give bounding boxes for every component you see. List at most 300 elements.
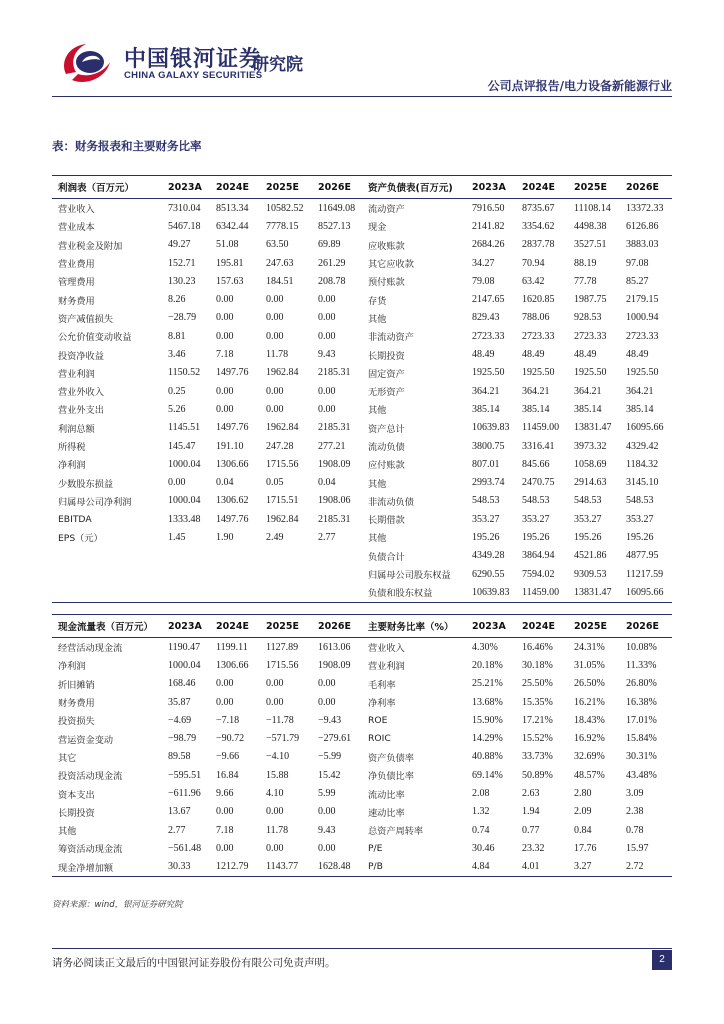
income-cell: 2.77 [318,531,336,543]
income-cell: 0.00 [318,385,336,397]
income-cell: 63.50 [266,239,289,251]
balance-cell: 48.49 [574,349,597,361]
income-cell: 1497.76 [216,367,249,379]
table-row [52,290,672,308]
balance-cell: 11459.00 [522,422,560,434]
balance-cell: 97.08 [626,257,649,269]
income-row-label: 净利润 [58,460,86,472]
cashflow-ratio-table [52,614,672,877]
institute-label: 研究院 [252,55,303,75]
balance-row-label: 应付账款 [368,460,405,472]
ratios-cell: 15.52% [522,733,553,745]
ratios-cell: 1.94 [522,806,540,818]
balance-cell: 9309.53 [574,568,607,580]
balance-cell: 77.78 [574,275,597,287]
ratios-row-label: ROE [368,714,388,726]
balance-cell: 385.14 [522,403,550,415]
balance-cell: 1925.50 [626,367,659,379]
balance-cell: 1925.50 [472,367,505,379]
ratios-cell: 4.84 [466,858,516,877]
income-cell: 0.00 [266,385,284,397]
cashflow-cell: 0.00 [216,842,234,854]
ratios-cell: 2.38 [626,806,644,818]
income-cell: 1497.76 [216,513,249,525]
cashflow-cell: 16.84 [216,769,239,781]
ratios-cell: 30.46 [472,842,495,854]
year-header: 2026E [312,176,362,199]
cashflow-row-label: 营运资金变动 [58,734,114,746]
ratios-cell: 4.30% [472,641,498,653]
cashflow-row-label: 折旧摊销 [58,679,95,691]
cashflow-cell: 0.00 [266,842,284,854]
galaxy-logo-icon [58,40,118,88]
table-row [52,382,672,400]
balance-cell: 63.42 [522,275,545,287]
ratios-cell: 15.35% [522,696,553,708]
ratios-cell: 26.50% [574,678,605,690]
balance-cell: 4349.28 [472,550,505,562]
table-row [52,547,672,565]
ratios-cell: 17.01% [626,714,657,726]
cashflow-cell: −279.61 [318,733,352,745]
balance-cell: 3883.03 [626,239,659,251]
balance-cell: 353.27 [574,513,602,525]
cashflow-cell: −4.10 [266,751,290,763]
income-cell [260,547,312,565]
balance-cell: 1184.32 [626,458,659,470]
ratios-row-label: 净利率 [368,698,396,710]
balance-row-label: 非流动负债 [368,496,414,508]
ratios-cell: 32.69% [574,751,605,763]
income-cell: 7778.15 [266,220,299,232]
income-cell: 145.47 [168,440,196,452]
balance-cell: 48.49 [472,349,495,361]
ratios-cell: 0.74 [472,824,490,836]
ratios-row-label: P/E [368,842,383,854]
table-row [52,272,672,290]
balance-cell: 8735.67 [522,202,555,214]
income-row-label [52,583,162,602]
table-row [52,254,672,272]
table-row [52,766,672,784]
income-cell: 0.00 [168,477,186,489]
balance-cell: 2723.33 [522,330,555,342]
balance-row-label: 其他 [368,313,387,325]
income-cell: 1150.52 [168,367,201,379]
table-row [52,510,672,528]
year-header: 2026E [620,176,672,199]
balance-cell: 2723.33 [626,330,659,342]
balance-cell: 13831.47 [574,422,612,434]
table-row [52,528,672,546]
balance-cell: 48.49 [626,349,649,361]
balance-cell: 7594.02 [522,568,555,580]
income-cell: 0.00 [266,294,284,306]
balance-cell: 10639.83 [466,583,516,602]
balance-cell: 1987.75 [574,294,607,306]
income-cell: 1000.04 [168,458,201,470]
cashflow-row-label: 经营活动现金流 [58,643,123,655]
income-cell: 0.00 [318,403,336,415]
ratios-header: 主要财务比率（%） [362,615,466,638]
balance-row-label: 其他 [368,533,387,545]
balance-cell: 2147.65 [472,294,505,306]
balance-cell: 4498.38 [574,220,607,232]
cashflow-cell: 0.00 [318,806,336,818]
income-cell [210,565,260,583]
ratios-cell: 16.38% [626,696,657,708]
balance-cell: 2684.26 [472,239,505,251]
balance-row-label: 无形资产 [368,387,405,399]
table-row [52,419,672,437]
cashflow-row-label: 投资损失 [58,716,95,728]
balance-row-label: 负债合计 [368,551,405,563]
page-header [0,0,724,100]
balance-cell: 195.26 [472,531,500,543]
cashflow-cell: 1908.09 [318,659,351,671]
table-row [52,236,672,254]
cashflow-cell: 15.42 [318,769,341,781]
ratios-row-label: 净负债比率 [368,771,414,783]
income-cell [210,547,260,565]
ratios-cell: 24.31% [574,641,605,653]
balance-cell: 13372.33 [626,202,664,214]
balance-cell: 70.94 [522,257,545,269]
balance-cell: 4521.86 [574,550,607,562]
ratios-row-label: 资产负债率 [368,752,414,764]
income-cell: 8527.13 [318,220,351,232]
income-cell: 0.04 [318,477,336,489]
balance-cell: 3864.94 [522,550,555,562]
balance-cell: 2723.33 [472,330,505,342]
balance-cell: 16095.66 [620,583,672,602]
cashflow-cell: −98.79 [168,733,197,745]
balance-row-label: 流动负债 [368,442,405,453]
cashflow-cell: −11.78 [266,714,294,726]
cashflow-cell: −571.79 [266,733,300,745]
cashflow-cell: −5.99 [318,751,342,763]
year-header: 2025E [260,615,312,638]
ratios-cell: 0.84 [574,824,592,836]
cashflow-cell: 0.00 [318,842,336,854]
company-name-en: CHINA GALAXY SECURITIES [124,70,263,81]
ratios-cell: 43.48% [626,769,657,781]
income-cell: 208.78 [318,275,346,287]
cashflow-cell: 9.66 [216,788,234,800]
table-row [52,839,672,857]
balance-row-label: 存货 [368,295,387,307]
income-cell [312,547,362,565]
income-row-label: 营业外支出 [58,405,104,417]
cashflow-cell: −9.43 [318,714,342,726]
ratios-row-label: 营业收入 [368,643,405,655]
balance-cell: 2914.63 [574,477,607,489]
ratios-cell: 26.80% [626,678,657,690]
ratios-cell: 4.01 [516,858,568,877]
year-header: 2024E [516,615,568,638]
ratios-cell: 11.33% [626,659,657,671]
cashflow-cell: 0.00 [266,696,284,708]
balance-cell: 3527.51 [574,239,607,251]
footer-divider [52,948,672,949]
disclaimer: 请务必阅读正文最后的中国银河证券股份有限公司免责声明。 [52,957,336,969]
table-row [52,309,672,327]
ratios-cell: 50.89% [522,769,553,781]
ratios-cell: 30.31% [626,751,657,763]
cashflow-cell: 1212.79 [210,858,260,877]
cashflow-cell: 9.43 [318,824,336,836]
ratios-cell: 17.76 [574,842,597,854]
table-row [52,492,672,510]
income-cell: 6342.44 [216,220,249,232]
company-name-cn: 中国银河证券 [124,47,263,72]
income-cell: 1908.06 [318,495,351,507]
balance-cell: 85.27 [626,275,649,287]
ratios-cell: 13.68% [472,696,503,708]
income-cell: 1908.09 [318,458,351,470]
balance-cell: 364.21 [522,385,550,397]
income-cell: 247.63 [266,257,294,269]
income-cell: 1715.51 [266,495,299,507]
ratios-cell: 2.80 [574,788,592,800]
table-row [52,217,672,235]
balance-cell: 13831.47 [568,583,620,602]
cashflow-row-label: 财务费用 [58,698,95,710]
cashflow-row-label: 其他 [58,826,77,838]
table-row [52,858,672,877]
balance-cell: 3316.41 [522,440,555,452]
balance-row-label: 资产总计 [368,423,405,435]
balance-cell: 11459.00 [516,583,568,602]
cashflow-cell: 13.67 [168,806,191,818]
ratios-cell: 18.43% [574,714,605,726]
balance-row-label: 长期投资 [368,350,405,362]
year-header: 2025E [260,176,312,199]
balance-cell: 3354.62 [522,220,555,232]
balance-cell: 2993.74 [472,477,505,489]
ratios-cell: 33.73% [522,751,553,763]
ratios-cell: 2.63 [522,788,540,800]
ratios-cell: 48.57% [574,769,605,781]
cashflow-cell: −611.96 [168,788,201,800]
year-header: 2026E [620,615,672,638]
year-header: 2023A [466,615,516,638]
cashflow-cell: 7.18 [216,824,234,836]
balance-row-label: 负债和股东权益 [362,583,466,602]
income-cell: −28.79 [168,312,197,324]
cashflow-cell: 1715.56 [266,659,299,671]
ratios-cell: 16.21% [574,696,605,708]
balance-row-label: 长期借款 [368,515,405,527]
ratios-row-label: 总资产周转率 [368,826,424,838]
year-header: 2024E [516,176,568,199]
balance-cell: 548.53 [574,495,602,507]
table-row [52,473,672,491]
income-cell: 277.21 [318,440,346,452]
cashflow-row-label: 投资活动现金流 [58,771,123,783]
ratios-cell: 17.21% [522,714,553,726]
ratios-cell: 0.78 [626,824,644,836]
balance-row-label: 其他 [368,478,387,490]
balance-cell: 2179.15 [626,294,659,306]
income-cell [210,583,260,602]
balance-cell: 1620.85 [522,294,555,306]
cashflow-header: 现金流量表（百万元） [52,615,162,638]
balance-cell: 548.53 [522,495,550,507]
balance-cell: 11217.59 [626,568,664,580]
cashflow-cell: 35.87 [168,696,191,708]
year-header: 2026E [312,615,362,638]
balance-cell: 364.21 [472,385,500,397]
ratios-cell: 0.77 [522,824,540,836]
year-header: 2023A [162,176,210,199]
balance-cell: 11108.14 [574,202,611,214]
cashflow-row-label: 其它 [58,752,77,764]
income-cell: 2185.31 [318,422,351,434]
table-row [52,638,672,657]
page-number: 2 [652,950,672,970]
table-row [52,565,672,583]
balance-cell: 1925.50 [574,367,607,379]
balance-cell: 788.06 [522,312,550,324]
ratios-cell: 2.72 [620,858,672,877]
income-row-label: 投资净收益 [58,350,104,362]
table-row [52,803,672,821]
balance-cell: 79.08 [472,275,495,287]
income-cell: 0.00 [216,330,234,342]
report-type: 公司点评报告/电力设备新能源行业 [487,79,672,93]
income-row-label: 公允价值变动收益 [58,332,132,344]
income-row-label [52,547,162,565]
income-cell: 0.00 [216,312,234,324]
balance-cell: 7916.50 [472,202,505,214]
balance-cell: 385.14 [626,403,654,415]
cashflow-cell: 1127.89 [266,641,299,653]
balance-cell: 88.19 [574,257,597,269]
income-row-label: 资产减值损失 [58,313,114,325]
ratios-cell: 16.46% [522,641,553,653]
balance-cell: 829.43 [472,312,500,324]
income-cell: 5467.18 [168,220,201,232]
cashflow-cell: −7.18 [216,714,240,726]
income-row-label: EBITDA [58,513,92,525]
ratios-row-label: P/B [362,858,466,877]
income-row-label: 营业费用 [58,259,95,271]
balance-cell: 353.27 [472,513,500,525]
income-row-label: 营业收入 [58,204,95,216]
ratios-cell: 15.97 [626,842,649,854]
balance-cell: 845.66 [522,458,550,470]
ratios-cell: 31.05% [574,659,605,671]
cashflow-cell: 1306.66 [216,659,249,671]
income-cell: 8.26 [168,294,186,306]
ratios-cell: 30.18% [522,659,553,671]
balance-row-label: 非流动资产 [368,332,414,344]
table-row [52,199,672,218]
income-cell: 2185.31 [318,367,351,379]
income-row-label: 营业利润 [58,368,95,380]
ratios-cell: 23.32 [522,842,545,854]
income-cell: 0.00 [318,330,336,342]
balance-cell: 548.53 [472,495,500,507]
ratios-row-label: 营业利润 [368,661,405,673]
balance-cell: 6126.86 [626,220,659,232]
income-cell: 0.05 [266,477,284,489]
table-row [52,711,672,729]
balance-cell: 4877.95 [626,550,659,562]
income-cell: 11.78 [266,349,289,361]
ratios-cell: 3.09 [626,788,644,800]
balance-cell: 548.53 [626,495,654,507]
balance-cell: 195.26 [574,531,602,543]
income-cell [260,583,312,602]
balance-cell: 353.27 [626,513,654,525]
income-cell: 130.23 [168,275,196,287]
balance-cell: 2470.75 [522,477,555,489]
income-cell [260,565,312,583]
income-cell: 1962.84 [266,513,299,525]
income-cell: 0.00 [318,294,336,306]
table-row [52,656,672,674]
income-cell: 0.00 [216,403,234,415]
income-row-label: 所得税 [58,442,86,453]
ratios-row-label: 流动比率 [368,789,405,801]
balance-cell: 10639.83 [472,422,510,434]
cashflow-cell: 0.00 [318,678,336,690]
ratios-row-label: 速动比率 [368,807,405,819]
ratios-cell: 69.14% [472,769,503,781]
income-cell: 1.90 [216,531,234,543]
table-row [52,821,672,839]
income-cell: 1497.76 [216,422,249,434]
income-cell: 1962.84 [266,367,299,379]
cashflow-row-label: 长期投资 [58,807,95,819]
income-cell: 10582.52 [266,202,304,214]
cashflow-cell: 1143.77 [260,858,312,877]
income-cell: 7310.04 [168,202,201,214]
income-row-label: EPS（元） [58,533,103,545]
cashflow-cell: 1628.48 [312,858,362,877]
cashflow-cell: −595.51 [168,769,202,781]
cashflow-cell: 1199.11 [216,641,248,653]
ratios-cell: 25.21% [472,678,503,690]
cashflow-cell: 0.00 [216,678,234,690]
year-header: 2023A [466,176,516,199]
cashflow-cell: 1190.47 [168,641,201,653]
ratios-cell: 3.27 [568,858,620,877]
balance-cell: 3973.32 [574,440,607,452]
income-cell: 191.10 [216,440,244,452]
balance-cell: 34.27 [472,257,495,269]
income-cell: 152.71 [168,257,196,269]
ratios-cell: 14.29% [472,733,503,745]
ratios-cell: 16.92% [574,733,605,745]
income-cell: 5.26 [168,403,186,415]
income-row-label: 利润总额 [58,423,95,435]
table-row [52,675,672,693]
table-row [52,437,672,455]
income-cell: 0.04 [216,477,234,489]
balance-cell: 385.14 [472,403,500,415]
income-cell: 11649.08 [318,202,356,214]
balance-cell: 3145.10 [626,477,659,489]
balance-row-label: 应收账款 [368,240,405,252]
income-cell [312,583,362,602]
income-cell: 1333.48 [168,513,201,525]
year-header: 2025E [568,615,620,638]
income-balance-table [52,175,672,603]
table-row [52,729,672,747]
